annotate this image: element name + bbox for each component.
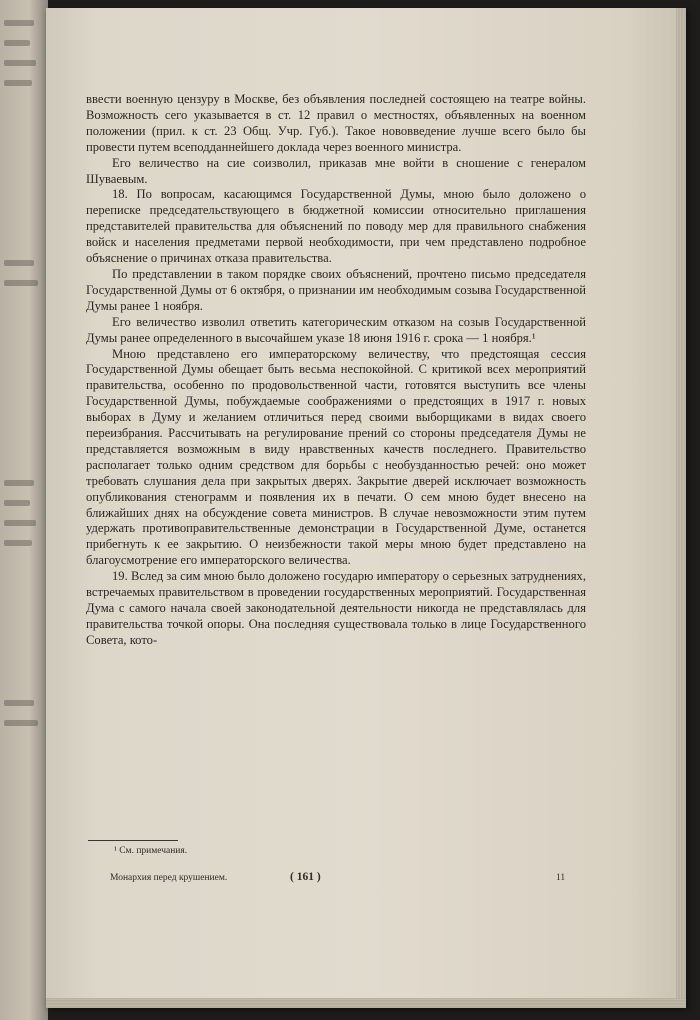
bleed-through-line xyxy=(4,40,30,46)
paragraph: По представлении в таком порядке своих объяснений, прочтено письмо председателя Государственной Думы от 6 октября, о признании им необходимым созыва Государственной Думы ранее 1 ноября. xyxy=(86,266,586,313)
sheet-number: 11 xyxy=(556,873,566,883)
bleed-through-line xyxy=(4,60,36,66)
page-number: ( 161 ) xyxy=(290,871,321,883)
footnote-rule xyxy=(88,840,178,841)
bleed-through-line xyxy=(4,500,30,506)
paragraph: 18. По вопросам, касающимся Государственной Думы, мною было доложено о переписке председательствующего в бюджетной комиссии относительно приглашения представителей правительства для объяснений по поводу мер для правильного снабжения войск и населения предметами первой необходимости, при чем представлено подробное объяснение о причинах отказа правительства. xyxy=(86,187,586,266)
book-page xyxy=(46,8,686,1008)
paragraph: 19. Вслед за сим мною было доложено государю императору о серьезных затруднениях, встречаемых правительством в проведении государственных мероприятий. Государственная Дума с самого начала своей законодательной деятельности никогда не представлялась для правительства точкой опоры. Она последняя существовала только в лице Государственного Совета, кото- xyxy=(86,569,586,647)
body-text xyxy=(86,92,586,649)
bleed-through-line xyxy=(4,720,38,726)
paragraph: Его величество на сие соизволил, приказав мне войти в сношение с генералом Шуваевым. xyxy=(86,155,586,186)
bleed-through-line xyxy=(4,20,34,26)
paragraph: Мною представлено его императорскому величеству, что предстоящая сессия Государственной Думы обещает быть весьма неспокойной. С критикой всех мероприятий правительства, особенно по продовольственной части, готовятся выступить все члены Государственной Думы, побуждаемые соображениями о предстоящих в 1917 г. новых выборах в Думу и желанием отличиться перед своими выборщиками в видах своего переизбрания. Рассчитывать на регулирование прений со стороны председателя Думы не представляется возможным в виду нравственных качеств последнего. Правительство располагает только одним средством для борьбы с необузданностью речей: оно может требовать слушания дела при закрытых дверях. Закрытие дверей исключает возможность опубликования стенограмм и появления их в печати. О сем мною будет внесено на ближайших днях на обсуждение совета министров. В случае невозможности этим путем удержать противоправительственные демонстрации в Государственной Думе, останется прибегнуть к ее закрытию. О неизбежности такой меры мною будет представлено на благоусмотрение его императорского величества. xyxy=(86,346,586,568)
bleed-through-line xyxy=(4,260,34,266)
page-stack-right-edge xyxy=(676,8,686,1008)
bleed-through-line xyxy=(4,80,32,86)
paragraph: ввести военную цензуру в Москве, без объявления последней состоящею на театре войны. Возможность сего указывается в ст. 12 правил о местностях, объявленных на военном положении (прил. к ст. 23 Общ. Учр. Губ.). Такое нововведение лучше всего было бы провести путем всеподданнейшего доклада через военного министра. xyxy=(86,92,586,154)
paragraph: Его величество изволил ответить категорическим отказом на созыв Государственной Думы ранее определенного в высочайшем указе 18 июня 1916 г. срока — 1 ноября.¹ xyxy=(86,314,586,345)
page-stack-bottom-edge xyxy=(46,998,686,1008)
bleed-through-line xyxy=(4,540,32,546)
footnote: ¹ См. примечания. xyxy=(114,846,188,856)
bleed-through-line xyxy=(4,280,38,286)
footer-signature: Монархия перед крушением. xyxy=(110,873,228,883)
bleed-through-line xyxy=(4,520,36,526)
bleed-through-line xyxy=(4,480,34,486)
bleed-through-line xyxy=(4,700,34,706)
left-page-edge xyxy=(0,0,48,1020)
